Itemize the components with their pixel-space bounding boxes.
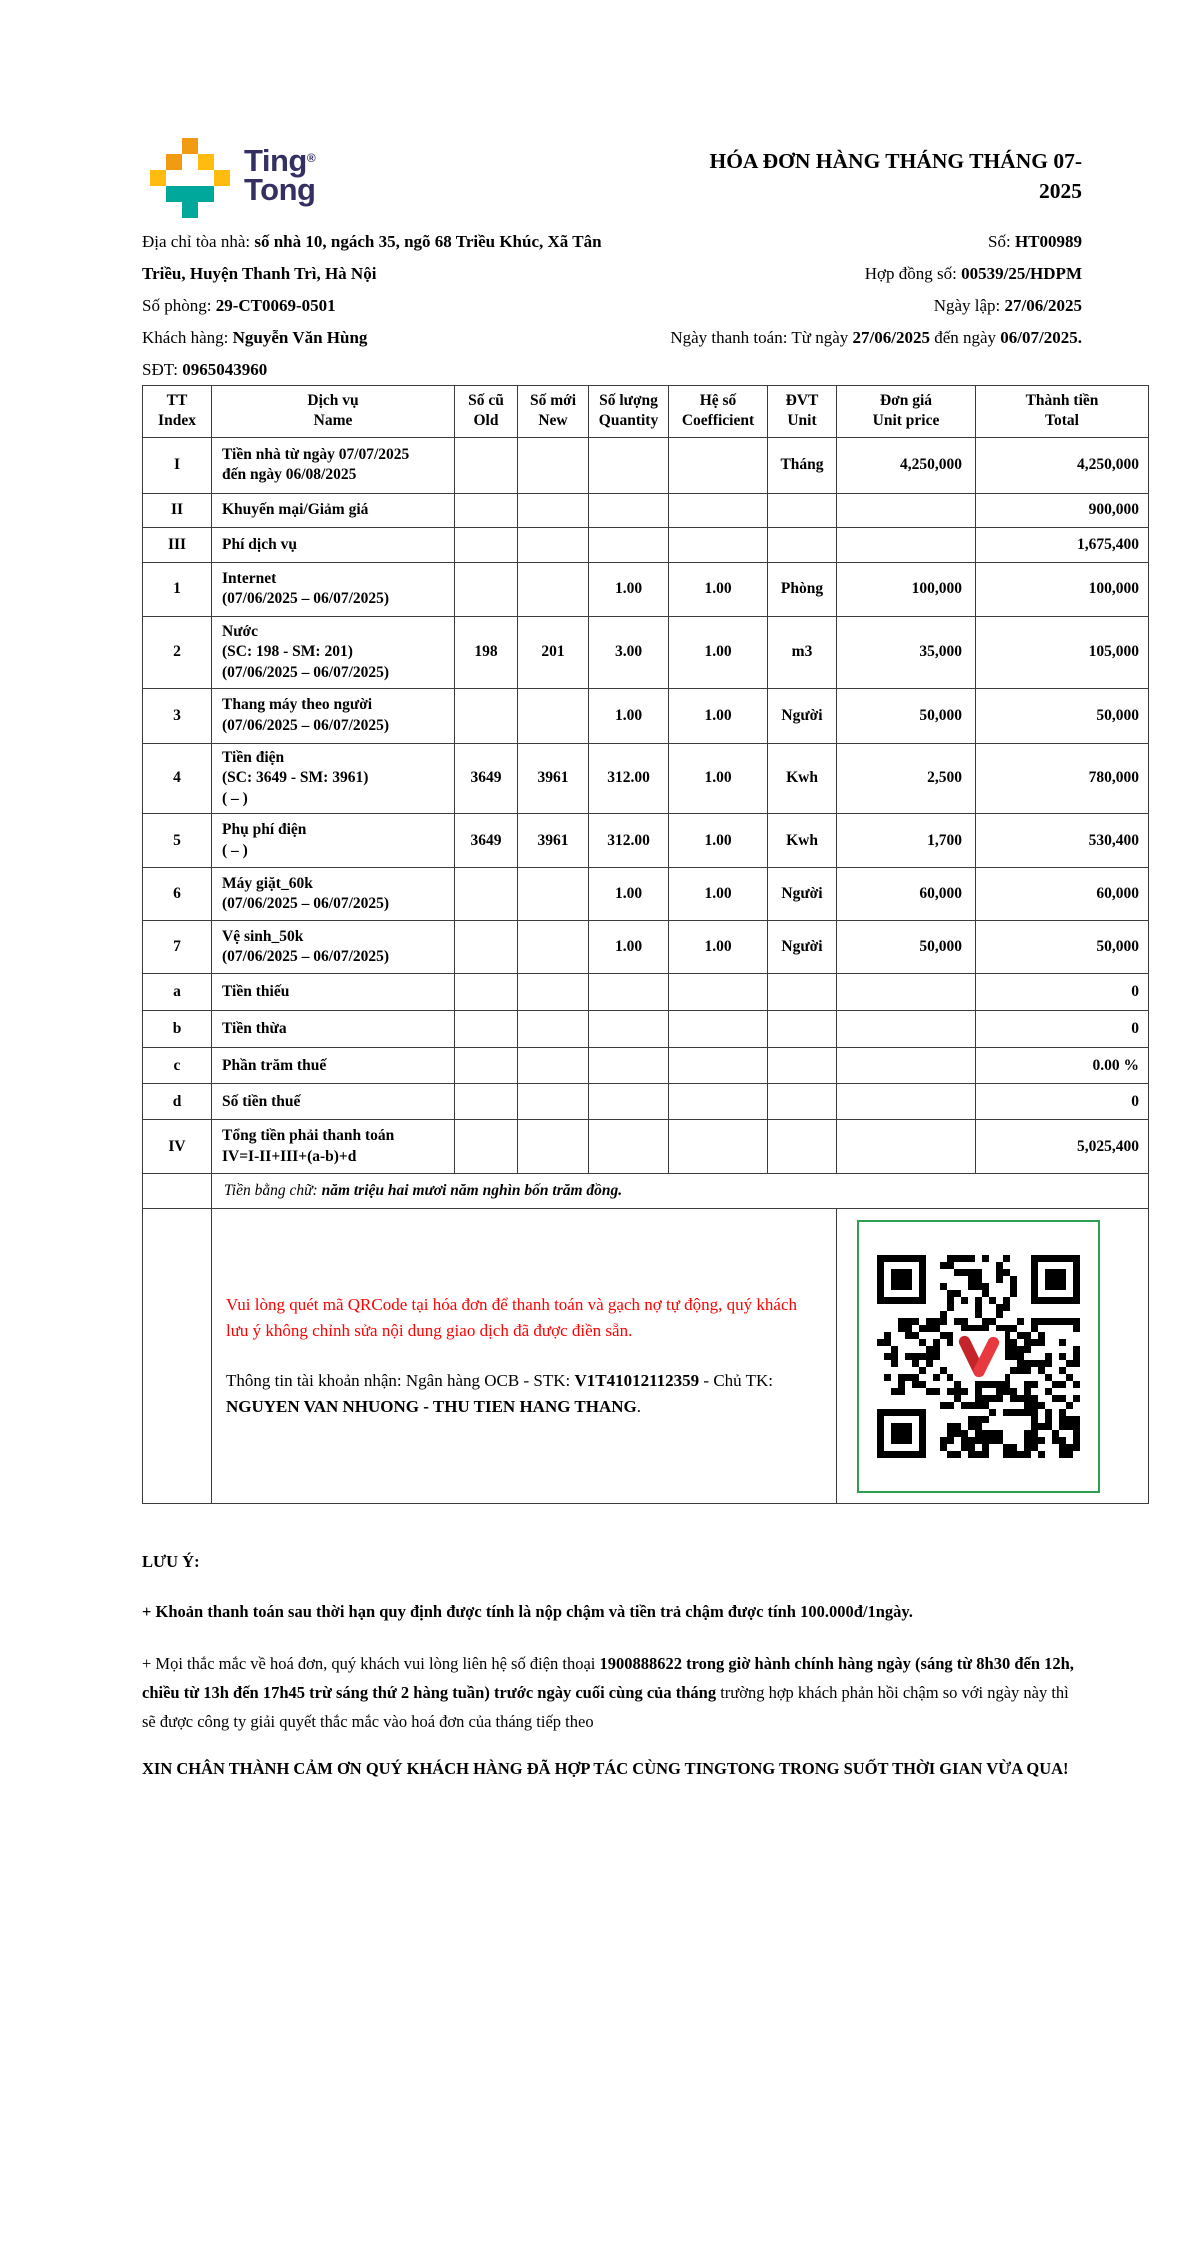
- info-line: SĐT: 0965043960: [142, 360, 268, 379]
- table-cell: 1.00: [669, 743, 768, 813]
- table-cell: a: [143, 974, 212, 1011]
- table-cell: [837, 1120, 976, 1174]
- table-cell: II: [143, 493, 212, 527]
- service-name-cell: Nước (SC: 198 - SM: 201) (07/06/2025 – 06/07/2025): [212, 616, 455, 688]
- table-cell: III: [143, 527, 212, 562]
- info-line: Địa chỉ tòa nhà: số nhà 10, ngách 35, ngõ 68 Triều Khúc, Xã Tân Triều, Huyện Thanh Trì, Hà Nội: [142, 232, 602, 283]
- column-header: Hệ số Coefficient: [669, 386, 768, 438]
- invoice-table-body: [143, 437, 1149, 1173]
- table-cell: 35,000: [837, 616, 976, 688]
- table-cell: [589, 974, 669, 1011]
- table-cell: 530,400: [976, 814, 1149, 868]
- service-name-cell: Vệ sinh_50k (07/06/2025 – 06/07/2025): [212, 921, 455, 974]
- header-info-left: [142, 226, 622, 386]
- table-cell: [518, 868, 589, 921]
- service-name-cell: Phí dịch vụ: [212, 527, 455, 562]
- column-header: Thành tiền Total: [976, 386, 1149, 438]
- table-cell: [518, 1120, 589, 1174]
- table-cell: [518, 493, 589, 527]
- table-cell: 6: [143, 868, 212, 921]
- table-cell: 3649: [455, 743, 518, 813]
- table-cell: 2: [143, 616, 212, 688]
- table-cell: 60,000: [837, 868, 976, 921]
- column-header: ĐVT Unit: [768, 386, 837, 438]
- table-cell: [455, 493, 518, 527]
- table-row: [143, 974, 1149, 1011]
- table-cell: [518, 688, 589, 743]
- table-cell: [768, 1120, 837, 1174]
- table-cell: 4,250,000: [976, 437, 1149, 493]
- service-name-cell: Tiền điện (SC: 3649 - SM: 3961) ( – ): [212, 743, 455, 813]
- qr-logo-v-icon: [953, 1331, 1005, 1381]
- table-row: [143, 493, 1149, 527]
- table-cell: 7: [143, 921, 212, 974]
- table-cell: [837, 1011, 976, 1048]
- column-header: Số mới New: [518, 386, 589, 438]
- table-cell: b: [143, 1011, 212, 1048]
- table-cell: 105,000: [976, 616, 1149, 688]
- table-cell: 1,675,400: [976, 527, 1149, 562]
- table-row: [143, 1048, 1149, 1084]
- table-cell: [518, 527, 589, 562]
- table-row: [143, 921, 1149, 974]
- table-cell: [589, 437, 669, 493]
- qr-frame: [857, 1220, 1100, 1493]
- table-row: [143, 527, 1149, 562]
- table-cell: [768, 974, 837, 1011]
- table-cell: 3: [143, 688, 212, 743]
- table-cell: Người: [768, 688, 837, 743]
- table-cell: 1.00: [669, 562, 768, 616]
- column-header: TT Index: [143, 386, 212, 438]
- table-cell: 3649: [455, 814, 518, 868]
- info-line: Ngày lập: 27/06/2025: [933, 296, 1082, 315]
- table-cell: [837, 527, 976, 562]
- table-cell: 60,000: [976, 868, 1149, 921]
- table-row: [143, 743, 1149, 813]
- table-cell: [669, 1120, 768, 1174]
- table-cell: [518, 974, 589, 1011]
- table-cell: [768, 1048, 837, 1084]
- table-cell: 3961: [518, 814, 589, 868]
- table-cell: 1.00: [589, 921, 669, 974]
- info-line: Số: HT00989: [988, 232, 1082, 251]
- table-cell: 50,000: [976, 921, 1149, 974]
- table-cell: [455, 688, 518, 743]
- table-cell: [837, 974, 976, 1011]
- table-cell: [518, 1084, 589, 1120]
- qr-note: Vui lòng quét mã QRCode tại hóa đơn để thanh toán và gạch nợ tự động, quý khách lưu ý không chỉnh sửa nội dung giao dịch đã được điền sẵn.: [226, 1295, 798, 1341]
- table-cell: 201: [518, 616, 589, 688]
- service-name-cell: Phụ phí điện ( – ): [212, 814, 455, 868]
- table-row: [143, 437, 1149, 493]
- table-row: [143, 1084, 1149, 1120]
- table-cell: 1.00: [589, 688, 669, 743]
- table-cell: [768, 1084, 837, 1120]
- table-row: [143, 1011, 1149, 1048]
- table-cell: 1.00: [669, 688, 768, 743]
- table-row: [143, 814, 1149, 868]
- table-cell: [589, 1011, 669, 1048]
- table-row: [143, 1120, 1149, 1174]
- table-cell: 100,000: [837, 562, 976, 616]
- service-name-cell: Số tiền thuế: [212, 1084, 455, 1120]
- amount-in-words-label: Tiền bằng chữ:: [224, 1182, 322, 1200]
- thanks-message: XIN CHÂN THÀNH CẢM ƠN QUÝ KHÁCH HÀNG ĐÃ HỢP TÁC CÙNG TINGTONG TRONG SUỐT THỜI GIAN VỪA QUA!: [142, 1759, 1069, 1778]
- info-line: Ngày thanh toán: Từ ngày 27/06/2025 đến ngày 06/07/2025.: [670, 328, 1082, 347]
- column-header: Đơn giá Unit price: [837, 386, 976, 438]
- table-cell: [669, 1011, 768, 1048]
- table-cell: I: [143, 437, 212, 493]
- table-row: [143, 868, 1149, 921]
- table-cell: c: [143, 1048, 212, 1084]
- table-cell: Phòng: [768, 562, 837, 616]
- table-cell: 3.00: [589, 616, 669, 688]
- table-cell: [455, 1120, 518, 1174]
- table-cell: 50,000: [837, 921, 976, 974]
- info-line: Số phòng: 29-CT0069-0501: [142, 296, 336, 315]
- table-cell: [669, 974, 768, 1011]
- table-cell: 0: [976, 1011, 1149, 1048]
- amount-in-words-row: [143, 1174, 1149, 1209]
- table-cell: 1.00: [669, 814, 768, 868]
- table-cell: 50,000: [837, 688, 976, 743]
- table-cell: [589, 1048, 669, 1084]
- table-cell: 1,700: [837, 814, 976, 868]
- table-cell: 0: [976, 1084, 1149, 1120]
- table-cell: 4,250,000: [837, 437, 976, 493]
- column-header: Số lượng Quantity: [589, 386, 669, 438]
- table-cell: [455, 868, 518, 921]
- service-name-cell: Khuyến mại/Giảm giá: [212, 493, 455, 527]
- table-cell: 1: [143, 562, 212, 616]
- table-cell: m3: [768, 616, 837, 688]
- table-cell: [455, 1048, 518, 1084]
- table-cell: [455, 974, 518, 1011]
- table-row: [143, 688, 1149, 743]
- footer-notes: [142, 1552, 1084, 1783]
- service-name-cell: Internet (07/06/2025 – 06/07/2025): [212, 562, 455, 616]
- footer-note-hotline: + Mọi thắc mắc về hoá đơn, quý khách vui lòng liên hệ số điện thoại 1900888622 trong giờ hành chính hàng ngày (sáng từ 8h30 đến 12h, chiều từ 13h đến 17h45 trừ sáng thứ 2 hàng tuần) trước ngày cuối cùng của tháng trường hợp khách phản hồi chậm so với ngày này thì sẽ được công ty giải quyết thắc mắc vào hoá đơn của tháng tiếp theo: [142, 1654, 1074, 1731]
- table-cell: [455, 527, 518, 562]
- invoice-table: [142, 385, 1149, 1504]
- table-cell: 1.00: [589, 868, 669, 921]
- qr-row: [143, 1209, 1149, 1504]
- table-cell: [837, 1084, 976, 1120]
- table-row: [143, 616, 1149, 688]
- logo-word1: Ting: [244, 143, 307, 178]
- table-cell: 5: [143, 814, 212, 868]
- table-cell: Kwh: [768, 743, 837, 813]
- table-cell: [518, 562, 589, 616]
- table-cell: 5,025,400: [976, 1120, 1149, 1174]
- table-cell: 780,000: [976, 743, 1149, 813]
- table-cell: [669, 527, 768, 562]
- table-cell: [589, 1084, 669, 1120]
- table-cell: [669, 493, 768, 527]
- table-cell: [455, 562, 518, 616]
- service-name-cell: Tiền thiếu: [212, 974, 455, 1011]
- service-name-cell: Phần trăm thuế: [212, 1048, 455, 1084]
- table-cell: [669, 437, 768, 493]
- header-info-right: [622, 226, 1082, 354]
- table-cell: [518, 437, 589, 493]
- service-name-cell: Tiền thừa: [212, 1011, 455, 1048]
- service-name-cell: Thang máy theo người (07/06/2025 – 06/07/2025): [212, 688, 455, 743]
- registered-mark: ®: [306, 151, 316, 165]
- table-cell: [518, 1011, 589, 1048]
- table-cell: Kwh: [768, 814, 837, 868]
- service-name-cell: Tổng tiền phải thanh toán IV=I-II+III+(a-b)+d: [212, 1120, 455, 1174]
- account-info: Thông tin tài khoản nhận: Ngân hàng OCB - STK: V1T41012112359 - Chủ TK: NGUYEN VAN NHUONG - THU TIEN HANG THANG.: [226, 1371, 773, 1417]
- table-cell: 312.00: [589, 743, 669, 813]
- table-cell: 1.00: [669, 616, 768, 688]
- info-line: Hợp đồng số: 00539/25/HDPM: [864, 264, 1082, 283]
- table-cell: IV: [143, 1120, 212, 1174]
- invoice-table-wrap: [142, 385, 1150, 1504]
- table-cell: [837, 1048, 976, 1084]
- service-name-cell: Máy giặt_60k (07/06/2025 – 06/07/2025): [212, 868, 455, 921]
- table-cell: 198: [455, 616, 518, 688]
- table-cell: 1.00: [669, 868, 768, 921]
- table-cell: [669, 1084, 768, 1120]
- table-cell: d: [143, 1084, 212, 1120]
- table-cell: [455, 1084, 518, 1120]
- table-cell: 4: [143, 743, 212, 813]
- table-cell: Tháng: [768, 437, 837, 493]
- table-cell: [455, 1011, 518, 1048]
- table-cell: [518, 921, 589, 974]
- table-cell: 900,000: [976, 493, 1149, 527]
- table-cell: [768, 527, 837, 562]
- table-cell: 1.00: [589, 562, 669, 616]
- footer-note-late-payment: + Khoản thanh toán sau thời hạn quy định được tính là nộp chậm và tiền trả chậm được tính 100.000đ/1ngày.: [142, 1602, 913, 1621]
- table-cell: [768, 493, 837, 527]
- table-cell: [768, 1011, 837, 1048]
- table-row: [143, 562, 1149, 616]
- table-cell: Người: [768, 921, 837, 974]
- invoice-title: HÓA ĐƠN HÀNG THÁNG THÁNG 07- 2025: [709, 149, 1082, 203]
- table-cell: 312.00: [589, 814, 669, 868]
- table-cell: 50,000: [976, 688, 1149, 743]
- table-cell: Người: [768, 868, 837, 921]
- table-cell: 1.00: [669, 921, 768, 974]
- service-name-cell: Tiền nhà từ ngày 07/07/2025 đến ngày 06/08/2025: [212, 437, 455, 493]
- column-header: Số cũ Old: [455, 386, 518, 438]
- table-cell: [589, 527, 669, 562]
- logo-word2: Tong: [244, 172, 316, 207]
- table-cell: [669, 1048, 768, 1084]
- table-cell: 3961: [518, 743, 589, 813]
- table-cell: 0.00 %: [976, 1048, 1149, 1084]
- table-header-row: [143, 386, 1149, 438]
- table-cell: 2,500: [837, 743, 976, 813]
- info-line: Khách hàng: Nguyễn Văn Hùng: [142, 328, 368, 347]
- table-cell: [589, 493, 669, 527]
- table-cell: [589, 1120, 669, 1174]
- column-header: Dịch vụ Name: [212, 386, 455, 438]
- table-cell: [518, 1048, 589, 1084]
- table-cell: [455, 437, 518, 493]
- footer-note-heading: LƯU Ý:: [142, 1552, 200, 1571]
- table-cell: 100,000: [976, 562, 1149, 616]
- table-cell: [837, 493, 976, 527]
- amount-in-words-value: năm triệu hai mươi năm nghìn bốn trăm đồng.: [321, 1182, 623, 1200]
- table-cell: [455, 921, 518, 974]
- table-cell: 0: [976, 974, 1149, 1011]
